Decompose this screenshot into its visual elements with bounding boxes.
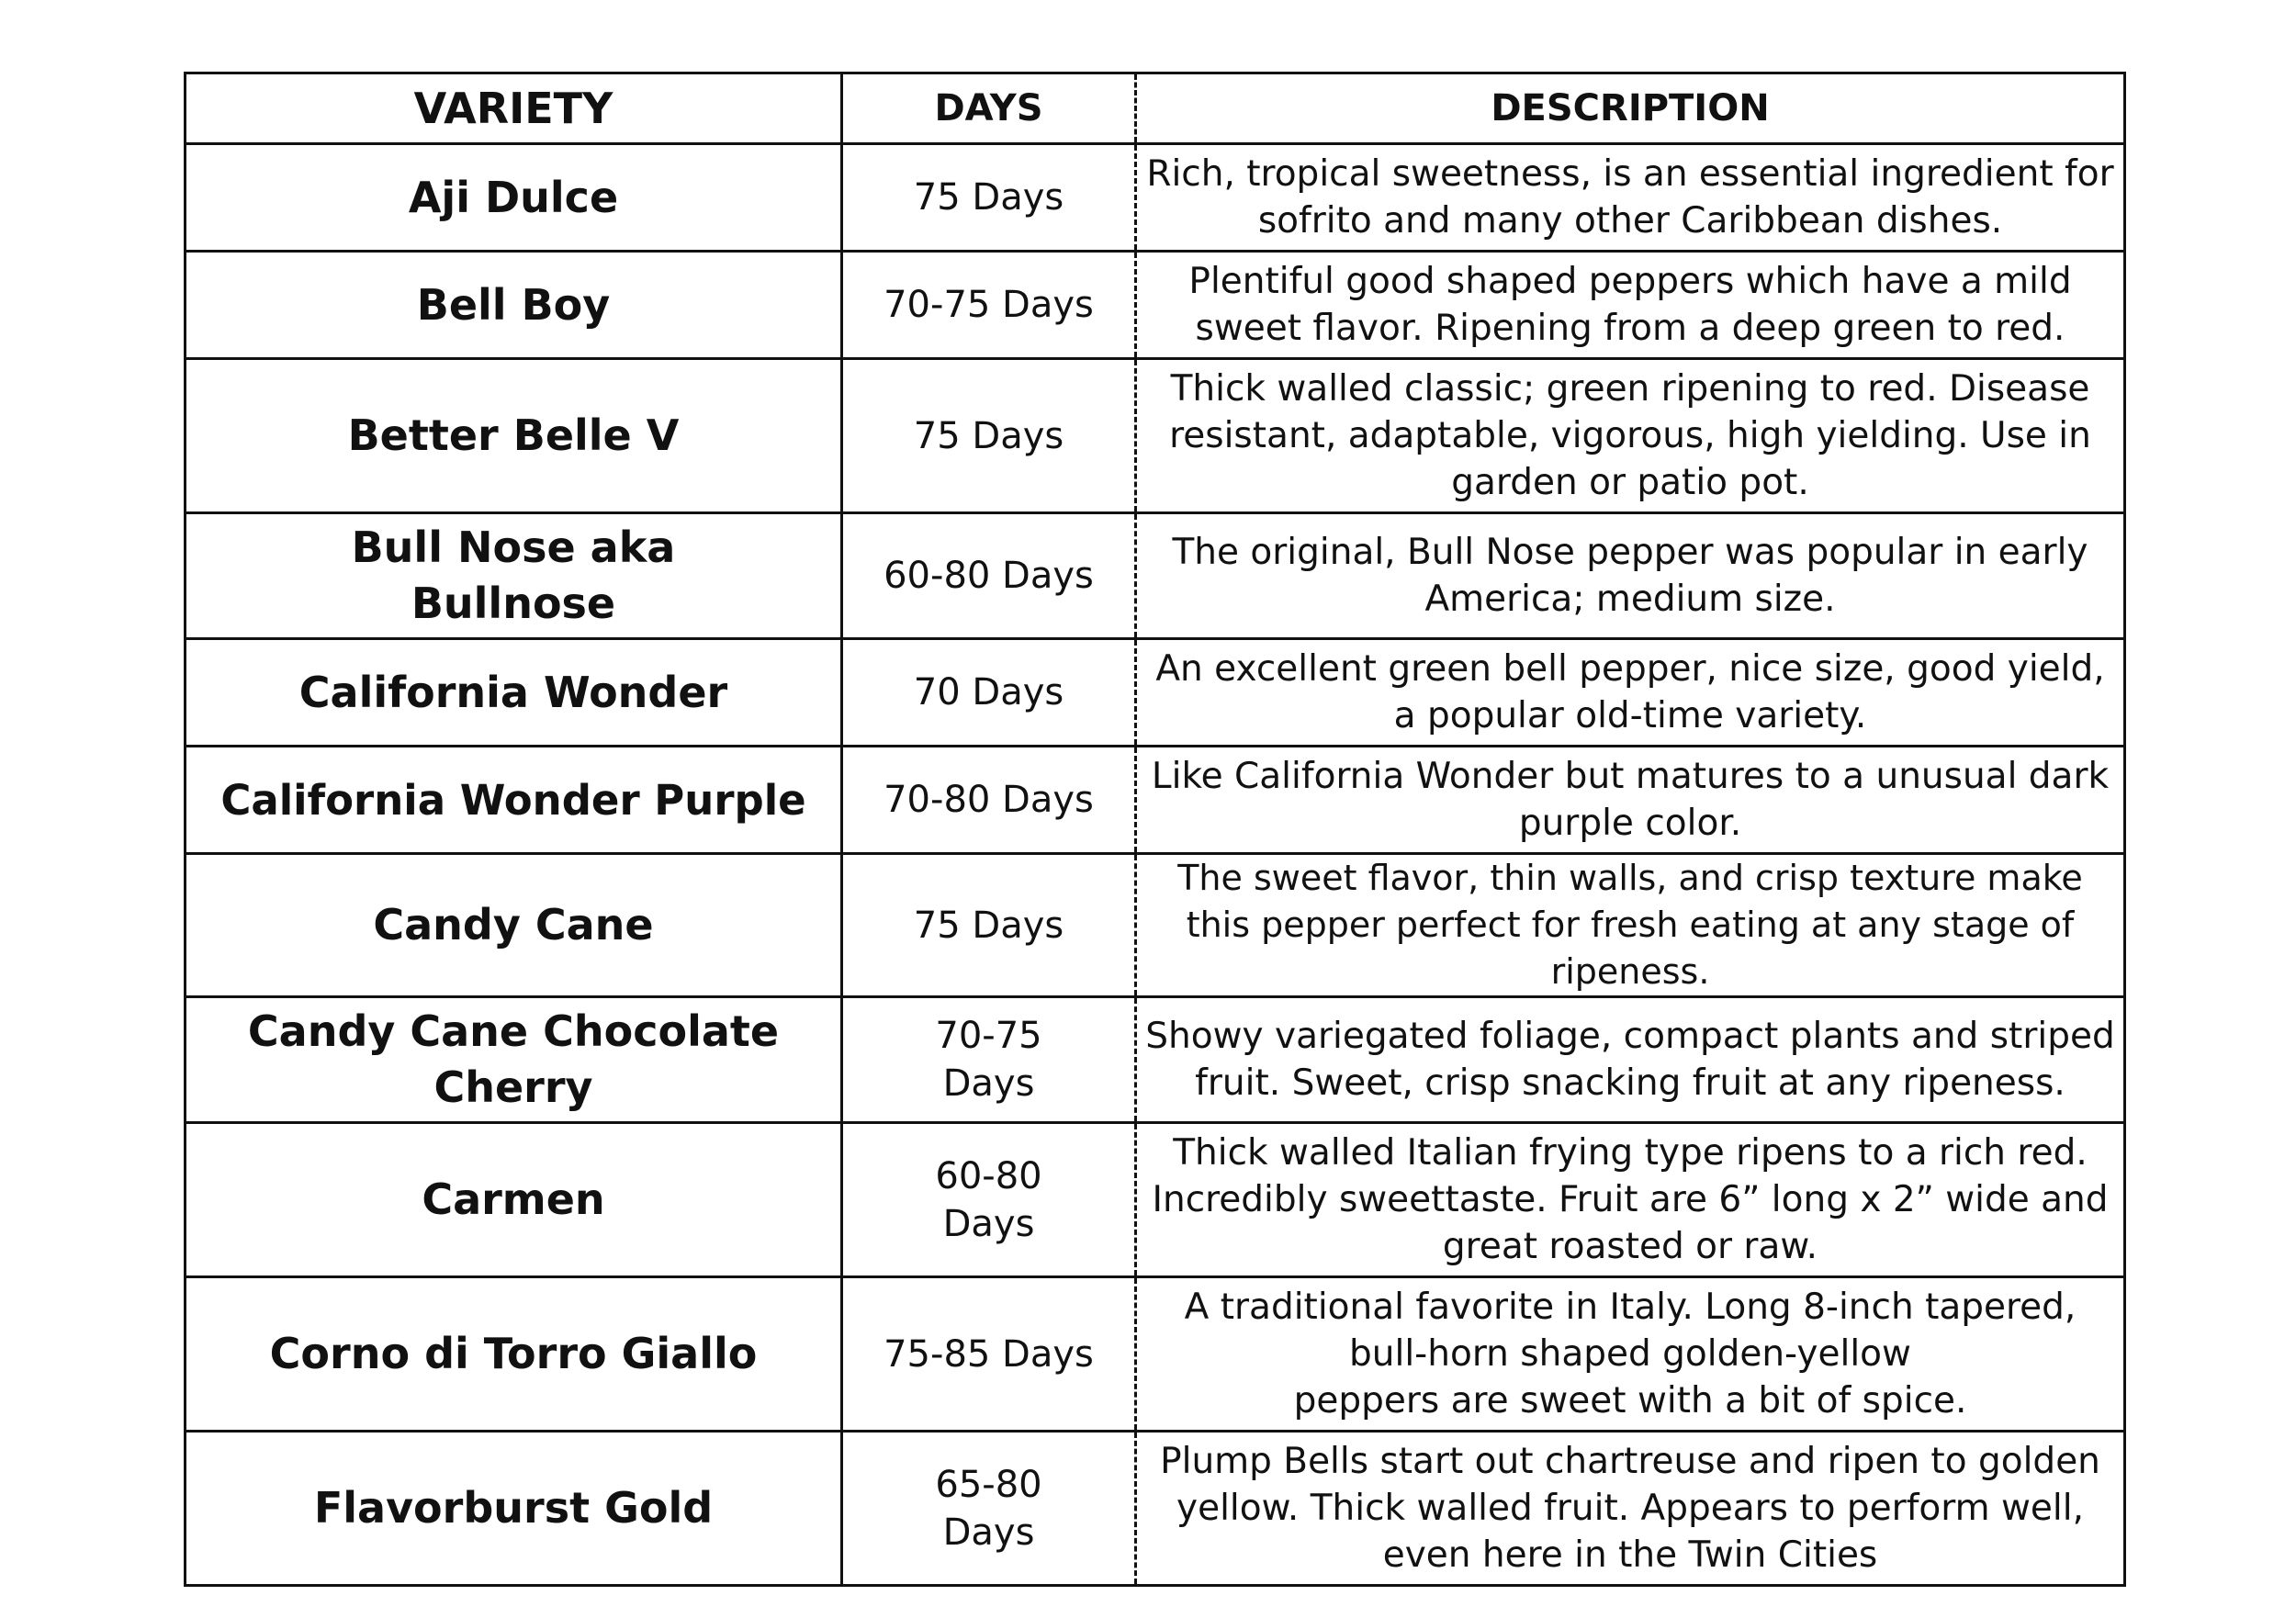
description-cell: The original, Bull Nose pepper was popular in early America; medium size. xyxy=(1136,513,2125,639)
days-cell: 70-75 Days xyxy=(842,997,1136,1123)
days-cell: 75 Days xyxy=(842,359,1136,513)
variety-cell: Candy Cane Chocolate Cherry xyxy=(186,997,842,1123)
header-days: DAYS xyxy=(842,73,1136,144)
variety-cell: Candy Cane xyxy=(186,854,842,997)
description-cell: The sweet flavor, thin walls, and crisp texture make this pepper perfect for fresh eating at any stage of ripeness. xyxy=(1136,854,2125,997)
days-cell: 70 Days xyxy=(842,639,1136,747)
table-row xyxy=(186,513,2125,639)
header-description: DESCRIPTION xyxy=(1136,73,2125,144)
table-row xyxy=(186,144,2125,252)
days-cell: 60-80 Days xyxy=(842,1123,1136,1277)
table-row xyxy=(186,252,2125,359)
variety-cell: Bull Nose aka Bullnose xyxy=(186,513,842,639)
description-cell: Like California Wonder but matures to a unusual dark purple color. xyxy=(1136,747,2125,854)
variety-cell: California Wonder Purple xyxy=(186,747,842,854)
table-row xyxy=(186,639,2125,747)
variety-cell: Aji Dulce xyxy=(186,144,842,252)
description-cell: Thick walled Italian frying type ripens to a rich red. Incredibly sweettaste. Fruit are 6” long x 2” wide and great roasted or raw. xyxy=(1136,1123,2125,1277)
variety-cell: Bell Boy xyxy=(186,252,842,359)
description-cell: Thick walled classic; green ripening to red. Disease resistant, adaptable, vigorous, high yielding. Use in garden or patio pot. xyxy=(1136,359,2125,513)
table-row xyxy=(186,747,2125,854)
days-cell: 65-80 Days xyxy=(842,1432,1136,1586)
days-cell: 75-85 Days xyxy=(842,1277,1136,1432)
days-cell: 70-80 Days xyxy=(842,747,1136,854)
table-row xyxy=(186,359,2125,513)
table-row xyxy=(186,997,2125,1123)
header-variety: VARIETY xyxy=(186,73,842,144)
table-header-row xyxy=(186,73,2125,144)
variety-cell: Better Belle V xyxy=(186,359,842,513)
variety-cell: Carmen xyxy=(186,1123,842,1277)
variety-cell: California Wonder xyxy=(186,639,842,747)
pepper-variety-table xyxy=(184,72,2126,1587)
table-row xyxy=(186,1123,2125,1277)
table-row xyxy=(186,1432,2125,1586)
description-cell: An excellent green bell pepper, nice size, good yield, a popular old-time variety. xyxy=(1136,639,2125,747)
description-cell: Plump Bells start out chartreuse and ripen to golden yellow. Thick walled fruit. Appears to perform well, even here in the Twin Cities xyxy=(1136,1432,2125,1586)
table-row xyxy=(186,854,2125,997)
variety-cell: Corno di Torro Giallo xyxy=(186,1277,842,1432)
days-cell: 60-80 Days xyxy=(842,513,1136,639)
days-cell: 75 Days xyxy=(842,144,1136,252)
variety-cell: Flavorburst Gold xyxy=(186,1432,842,1586)
description-cell: Plentiful good shaped peppers which have a mild sweet flavor. Ripening from a deep green to red. xyxy=(1136,252,2125,359)
table-row xyxy=(186,1277,2125,1432)
days-cell: 70-75 Days xyxy=(842,252,1136,359)
description-cell: A traditional favorite in Italy. Long 8-inch tapered, bull-horn shaped golden-yellow peppers are sweet with a bit of spice. xyxy=(1136,1277,2125,1432)
days-cell: 75 Days xyxy=(842,854,1136,997)
description-cell: Rich, tropical sweetness, is an essential ingredient for sofrito and many other Caribbean dishes. xyxy=(1136,144,2125,252)
description-cell: Showy variegated foliage, compact plants and striped fruit. Sweet, crisp snacking fruit at any ripeness. xyxy=(1136,997,2125,1123)
